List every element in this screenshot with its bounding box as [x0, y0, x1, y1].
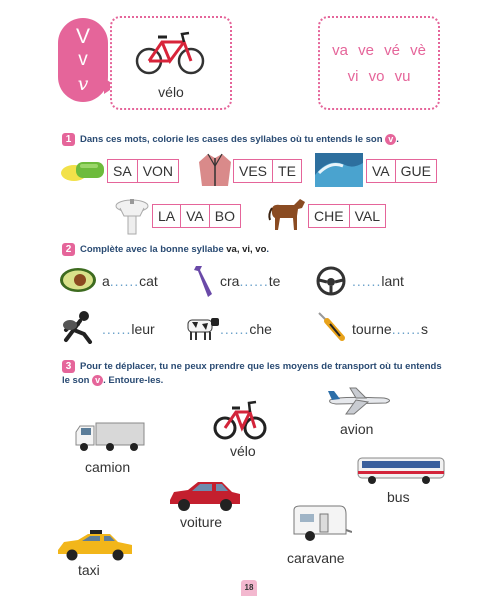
taxi-icon[interactable]	[54, 530, 136, 562]
vehicle-label-bus[interactable]: bus	[387, 489, 410, 505]
syllable-cell[interactable]: VAL	[354, 208, 380, 224]
fill-word-1: a......cat	[102, 273, 158, 289]
syllable-cell[interactable]: BO	[214, 208, 235, 224]
syllables-line-1: va ve vé vè	[332, 42, 426, 59]
example-word: vélo	[158, 84, 184, 100]
caravan-icon[interactable]	[288, 504, 352, 546]
fill-word-3: ......lant	[352, 273, 404, 289]
exercise-2-number: 2	[62, 243, 75, 256]
cow-icon	[184, 314, 220, 342]
blank[interactable]: ......	[109, 273, 140, 289]
wave-icon	[315, 153, 363, 187]
syllable-cell[interactable]: VON	[142, 163, 174, 179]
screwdriver-icon	[316, 310, 346, 342]
thief-icon	[60, 310, 96, 344]
fill-word-6: tourne......s	[352, 321, 429, 337]
airplane-icon[interactable]	[326, 386, 396, 416]
blank[interactable]: ......	[220, 321, 250, 337]
blank[interactable]: ......	[102, 321, 132, 337]
syllable-cell[interactable]: LA	[153, 205, 181, 227]
vehicle-label-taxi[interactable]: taxi	[78, 562, 100, 578]
letter-uppercase: V	[75, 25, 90, 48]
blank[interactable]: ......	[352, 273, 382, 289]
kids-bike-icon[interactable]	[212, 398, 268, 442]
syllables-line-2: vi vo vu	[347, 68, 411, 85]
syllable-cell[interactable]: SA	[108, 160, 138, 182]
avocado-icon	[58, 266, 98, 294]
sink-icon	[114, 196, 150, 236]
syllable-cell[interactable]: CHE	[309, 205, 350, 227]
sound-chip: v	[385, 134, 396, 145]
steering-wheel-icon	[316, 266, 346, 296]
blank[interactable]: ......	[239, 273, 269, 289]
syllable-cell[interactable]: VA	[181, 205, 210, 227]
tie-icon	[190, 264, 214, 298]
syllable-cell[interactable]: GUE	[400, 163, 431, 179]
exercise-2-instruction: Complète avec la bonne syllabe va, vi, vo.	[80, 244, 270, 255]
exercise-3-instruction-line-2: le son v . Entoure-les.	[62, 375, 164, 386]
soap-icon	[60, 156, 106, 184]
vehicle-label-voiture[interactable]: voiture	[180, 514, 223, 530]
bicycle-icon	[134, 28, 206, 76]
page-number: 18	[241, 580, 257, 596]
letter-cursive: v	[77, 73, 89, 95]
exercise-1-instruction: Dans ces mots, colorie les cases des syllabes où tu entends le son v .	[80, 134, 399, 145]
vehicle-label-velo[interactable]: vélo	[230, 443, 256, 459]
word-lavabo	[152, 204, 241, 228]
blank[interactable]: ......	[391, 321, 422, 337]
word-veste	[233, 159, 302, 183]
syllable-cell[interactable]: VES	[234, 160, 273, 182]
exercise-3-instruction-line-1: Pour te déplacer, tu ne peux prendre que les moyens de transport où tu entends	[80, 361, 442, 372]
syllable-cell[interactable]: VA	[367, 160, 396, 182]
fill-word-5: ......che	[220, 321, 272, 337]
sound-chip: v	[92, 375, 103, 386]
word-savon	[107, 159, 179, 183]
fill-word-2: cra......te	[220, 273, 281, 289]
letter-bubble	[58, 18, 108, 102]
syllable-options: va, vi, vo	[226, 244, 267, 255]
bus-icon[interactable]	[356, 455, 446, 485]
fill-word-4: ......leur	[102, 321, 155, 337]
jacket-icon	[198, 152, 232, 188]
exercise-3-number: 3	[62, 360, 75, 373]
word-cheval	[308, 204, 386, 228]
example-word-box	[110, 16, 232, 110]
vehicle-label-camion[interactable]: camion	[85, 459, 131, 475]
vehicle-label-avion[interactable]: avion	[340, 421, 374, 437]
syllable-cell[interactable]: TE	[278, 163, 296, 179]
syllables-box	[318, 16, 440, 110]
horse-icon	[266, 196, 306, 232]
word-vague	[366, 159, 437, 183]
letter-lowercase: v	[78, 49, 88, 70]
vehicle-label-caravane[interactable]: caravane	[287, 550, 345, 566]
car-icon[interactable]	[166, 478, 244, 512]
truck-icon[interactable]	[72, 420, 146, 454]
exercise-1-number: 1	[62, 133, 75, 146]
